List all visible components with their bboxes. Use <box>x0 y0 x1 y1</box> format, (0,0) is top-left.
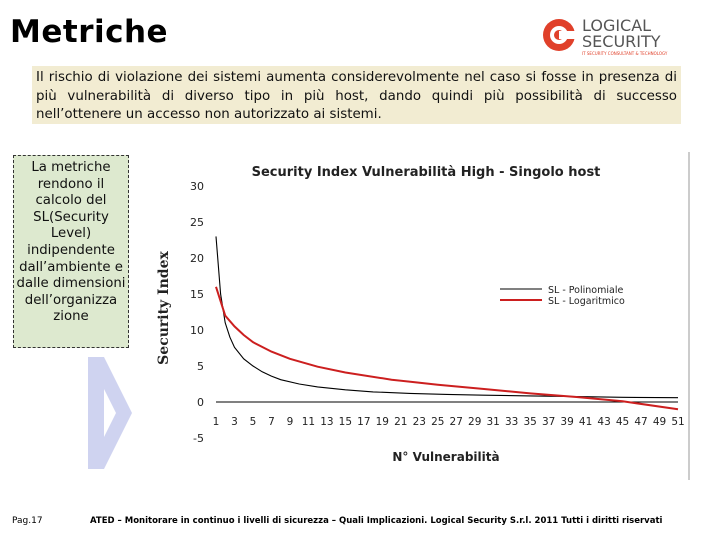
x-tick-label: 7 <box>268 416 275 428</box>
security-index-chart <box>150 152 690 480</box>
intro-text: Il rischio di violazione dei sistemi aumenta considerevolmente nel caso si fosse in presenza di più vulnerabilità di diverso tipo in più host, dando quindi più possibilità di successo nell’ottenere un accesso non autorizzato ai sistemi. <box>32 66 681 124</box>
slide-title: Metriche <box>10 14 169 50</box>
y-tick-label: 5 <box>197 360 204 373</box>
y-tick-label: 0 <box>197 396 204 409</box>
x-tick-label: 27 <box>449 416 463 428</box>
y-tick-label: 10 <box>190 324 204 337</box>
legend-label-2: SL - Logaritmico <box>548 296 625 307</box>
x-tick-label: 29 <box>468 416 482 428</box>
side-note-box <box>13 155 129 348</box>
x-tick-label: 37 <box>541 416 556 428</box>
x-tick-label: 1 <box>212 416 220 428</box>
x-tick-label: 17 <box>357 416 371 428</box>
x-tick-label: 49 <box>652 416 667 428</box>
arrow-right-icon <box>88 357 132 469</box>
x-tick-label: 11 <box>301 416 316 428</box>
y-tick-label: 25 <box>190 216 204 229</box>
x-tick-label: 43 <box>597 416 611 428</box>
footer-note: ATED – Monitorare in continuo i livelli di sicurezza – Quali Implicazioni. Logical Security S.r.l. 2011 Tutti i diritti riservati <box>90 516 663 526</box>
x-tick-label: 3 <box>231 416 238 428</box>
x-tick-label: 25 <box>431 416 445 428</box>
x-tick-label: 51 <box>671 416 685 428</box>
side-note-text: La metriche rendono il calcolo del SL(Security Level) indipendente dall’ambiente e dalle dimensioni dell’organizza zione <box>16 160 126 325</box>
y-tick-label: 15 <box>190 288 204 301</box>
logo-line2: SECURITY <box>582 32 661 51</box>
chart-y-axis-label: Security Index <box>156 251 172 365</box>
chart-x-axis-label: N° Vulnerabilità <box>392 450 500 464</box>
x-tick-label: 13 <box>320 416 334 428</box>
y-tick-label: 30 <box>190 180 204 193</box>
x-tick-label: 45 <box>615 416 630 428</box>
logo-tagline: IT SECURITY CONSULTANT & TECHNOLOGY <box>582 51 668 56</box>
x-tick-label: 47 <box>634 416 648 428</box>
x-tick-label: 33 <box>504 416 519 428</box>
x-tick-label: 15 <box>338 416 353 428</box>
x-tick-label: 31 <box>486 416 500 428</box>
y-tick-label: 20 <box>190 252 204 265</box>
chart-title: Security Index Vulnerabilità High - Singolo host <box>251 165 601 180</box>
page-number: Pag.17 <box>12 516 43 526</box>
x-tick-label: 41 <box>578 416 593 428</box>
x-tick-label: 35 <box>523 416 537 428</box>
logical-security-logo <box>540 14 710 58</box>
x-tick-label: 39 <box>560 416 574 428</box>
legend-label-1: SL - Polinomiale <box>548 285 624 296</box>
x-tick-label: 23 <box>412 416 426 428</box>
logo-line1: LOGICAL <box>582 16 652 35</box>
x-tick-label: 21 <box>394 416 408 428</box>
y-tick-label: -5 <box>193 432 204 445</box>
x-tick-label: 9 <box>286 416 294 428</box>
x-tick-label: 19 <box>375 416 390 428</box>
x-tick-label: 5 <box>249 416 257 428</box>
